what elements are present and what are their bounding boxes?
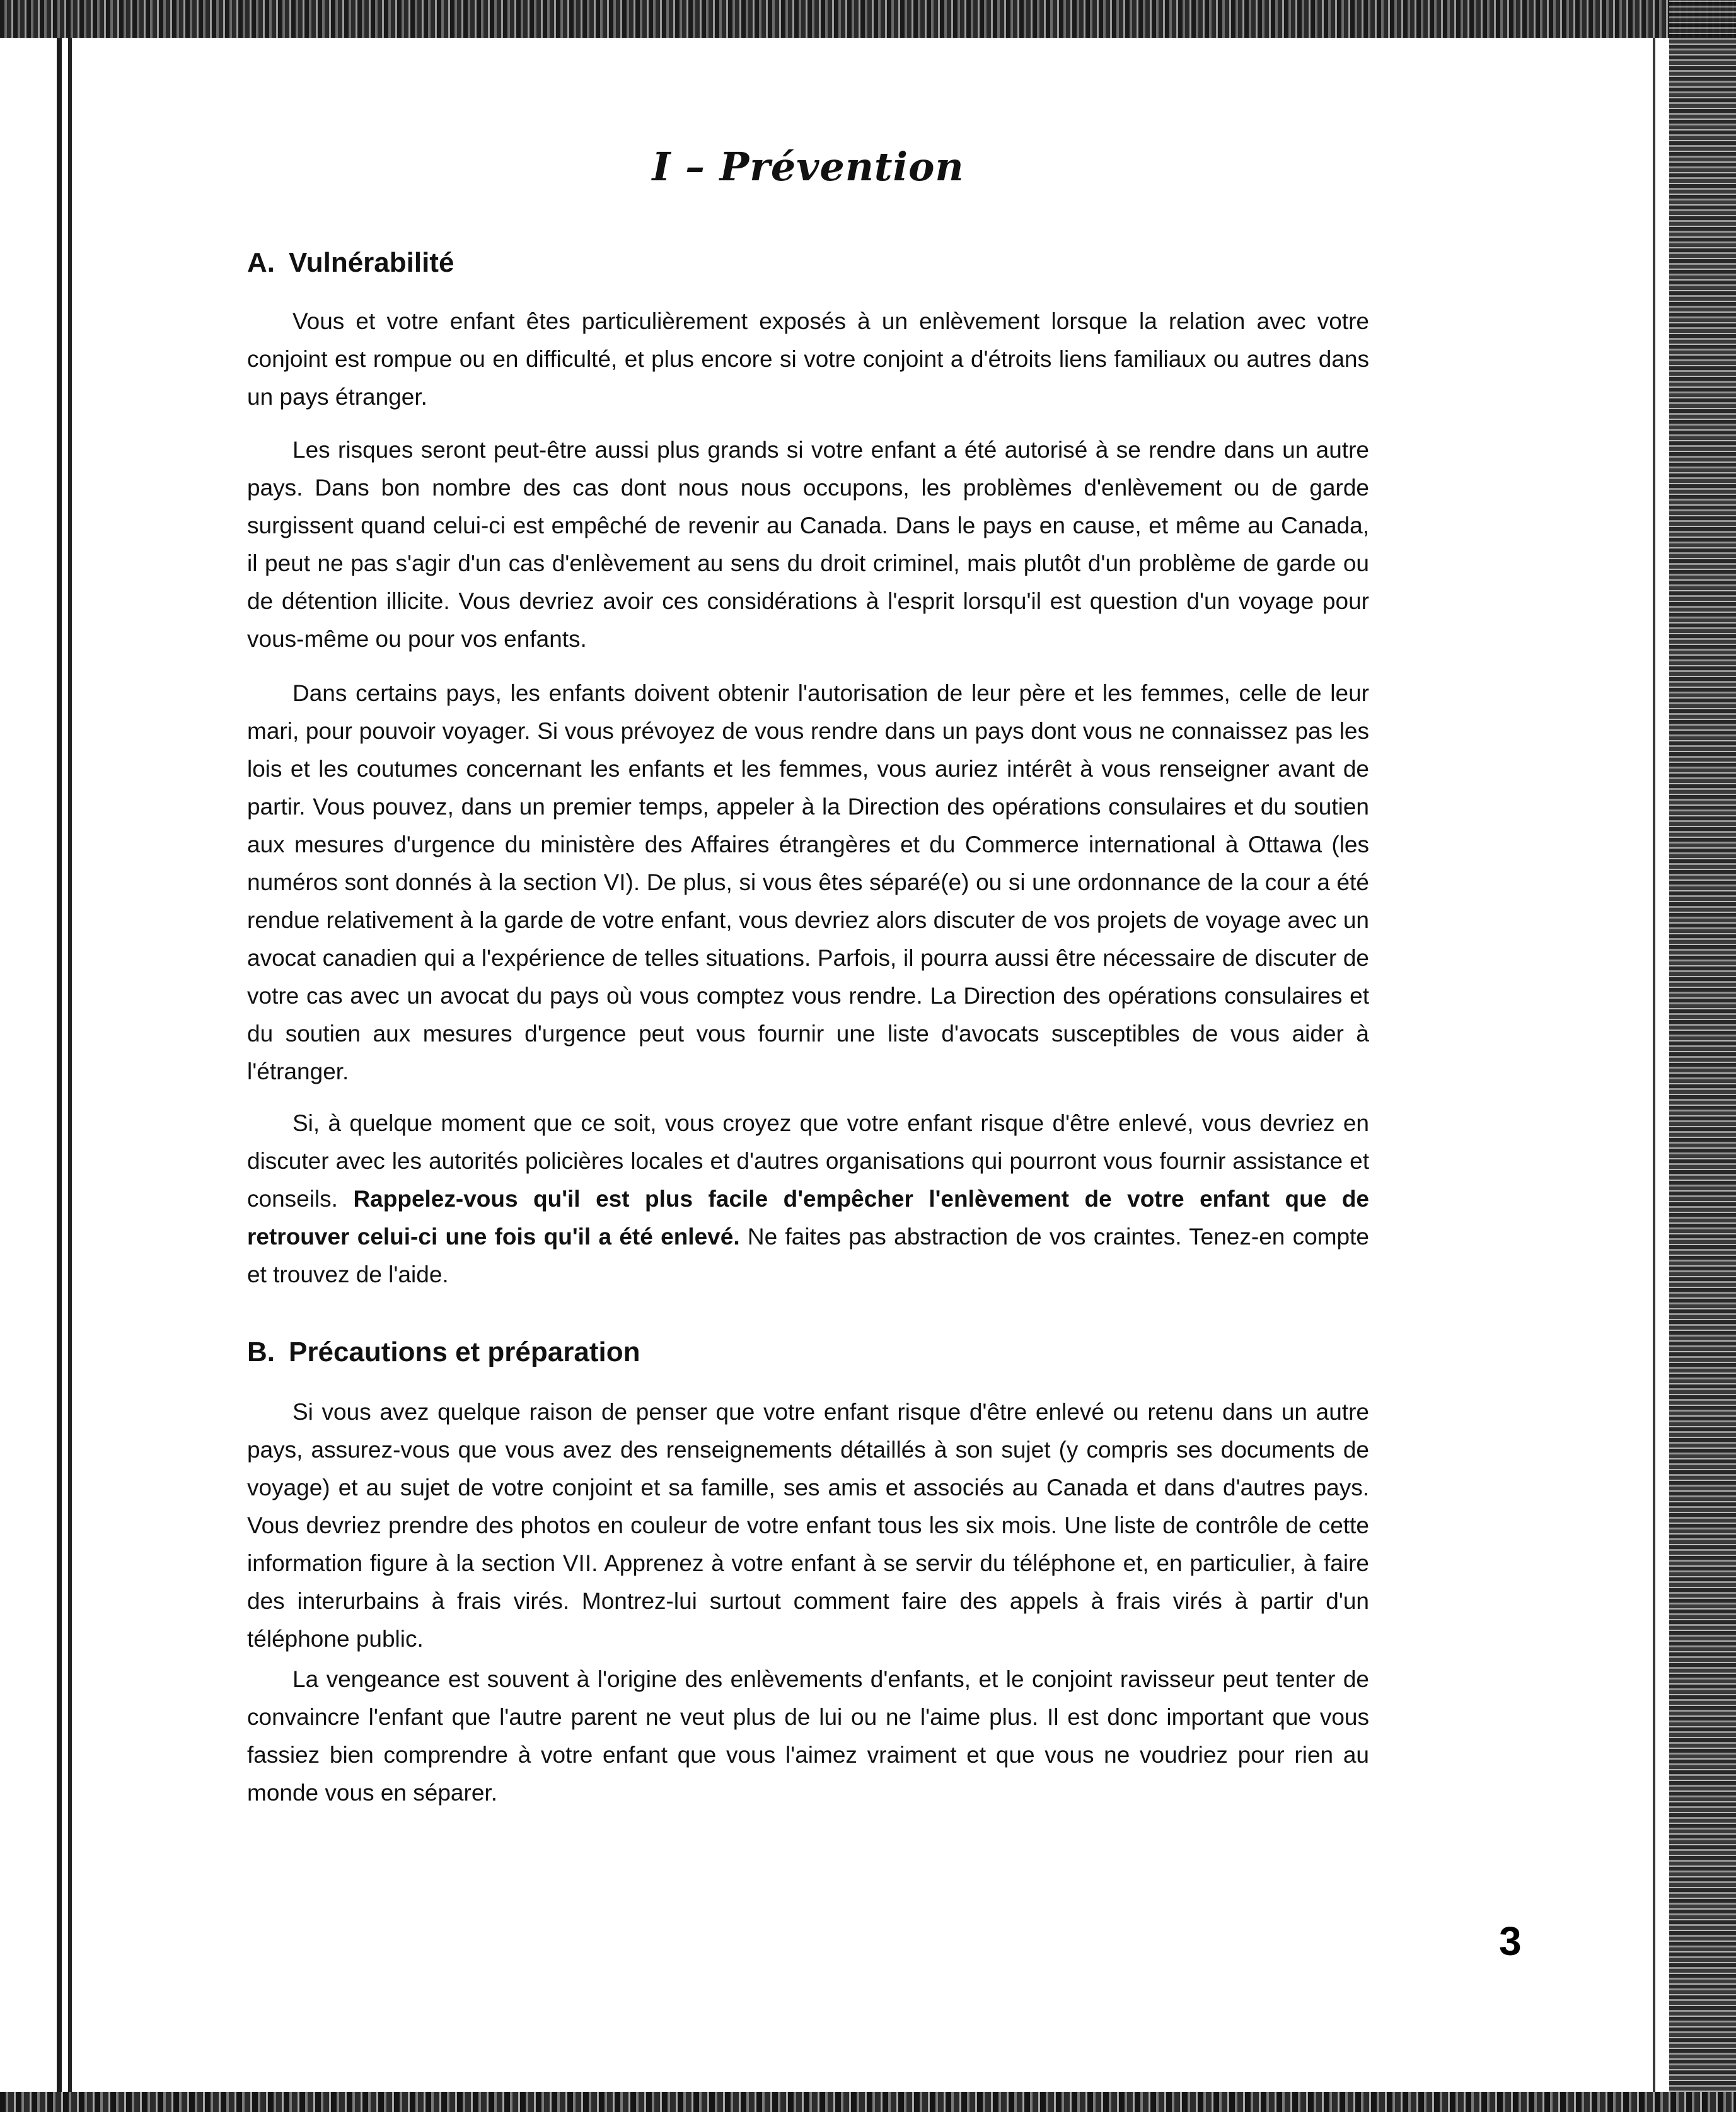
section-b-title: Précautions et préparation: [289, 1337, 640, 1367]
paragraph: Vous et votre enfant êtes particulièrement exposés à un enlèvement lorsque la relation avec votre conjoint est rompue ou en difficulté, et plus encore si votre conjoint a d'étroits liens familiaux ou autres dans un pays étranger.: [247, 308, 1369, 410]
paragraph-warning: [247, 1105, 1369, 1294]
paragraph-text: Ne faites pas abstraction de vos craintes. Tenez-en compte et trouvez de l'aide.: [247, 1224, 1369, 1287]
paragraph-text: Si, à quelque moment que ce soit, vous croyez que votre enfant risque d'être enlevé, vous devriez en discuter avec les autorités policières locales et d'autres organisations qui pourront vous fournir assistance et conseils.: [247, 1110, 1369, 1212]
section-a-heading: [247, 247, 454, 279]
section-b-heading: [247, 1337, 640, 1368]
bold-emphasis: Rappelez-vous qu'il est plus facile d'empêcher l'enlèvement de votre enfant que de retrouver celui-ci une fois qu'il a été enlevé.: [247, 1186, 1369, 1250]
scan-edge-line: [1653, 38, 1655, 2092]
document-page: [247, 0, 1369, 2112]
section-a-letter: A.: [247, 247, 275, 278]
paragraph: Si vous avez quelque raison de penser que votre enfant risque d'être enlevé ou retenu dans un autre pays, assurez-vous que vous avez des renseignements détaillés à son sujet (y compris ses documents de voyage) et au sujet de votre conjoint et sa famille, ses amis et associés au Canada et dans d'autres pays. Vous devriez prendre des photos en couleur de votre enfant tous les six mois. Une liste de contrôle de cette information figure à la section VII. Apprenez à votre enfant à se servir du téléphone et, en particulier, à faire des interurbains à frais virés. Montrez-lui surtout comment faire des appels à frais virés à partir d'un téléphone public.: [247, 1399, 1369, 1652]
paragraph: La vengeance est souvent à l'origine des enlèvements d'enfants, et le conjoint ravisseur peut tenter de convaincre l'enfant que l'autre parent ne veut plus de lui ou ne l'aime plus. Il est donc important que vous fassiez bien comprendre à votre enfant que vous l'aimez vraiment et que vous ne voudriez pour rien au monde vous en séparer.: [247, 1666, 1369, 1806]
section-b-letter: B.: [247, 1337, 275, 1367]
scan-edge-right: [1669, 0, 1736, 2112]
page-title: I – Prévention: [652, 144, 964, 190]
section-a-title: Vulnérabilité: [289, 247, 454, 278]
page-number: 3: [1499, 1918, 1522, 1964]
paragraph: Les risques seront peut-être aussi plus grands si votre enfant a été autorisé à se rendre dans un autre pays. Dans bon nombre des cas dont nous nous occupons, les problèmes d'enlèvement ou de garde surgissent quand celui-ci est empêché de revenir au Canada. Dans le pays en cause, et même au Canada, il peut ne pas s'agir d'un cas d'enlèvement au sens du droit criminel, mais plutôt d'un problème de garde ou de détention illicite. Vous devriez avoir ces considérations à l'esprit lorsqu'il est question d'un voyage pour vous-même ou pour vos enfants.: [247, 437, 1369, 652]
scan-binding-line: [57, 38, 62, 2092]
paragraph: Dans certains pays, les enfants doivent obtenir l'autorisation de leur père et les femmes, celle de leur mari, pour pouvoir voyager. Si vous prévoyez de vous rendre dans un pays dont vous ne connaissez pas les lois et les coutumes concernant les enfants et les femmes, vous auriez intérêt à vous renseigner avant de partir. Vous pouvez, dans un premier temps, appeler à la Direction des opérations consulaires et du soutien aux mesures d'urgence du ministère des Affaires étrangères et du Commerce international à Ottawa (les numéros sont donnés à la section VI). De plus, si vous êtes séparé(e) ou si une ordonnance de la cour a été rendue relativement à la garde de votre enfant, vous devriez alors discuter de vos projets de voyage avec un avocat canadien qui a l'expérience de telles situations. Parfois, il pourra aussi être nécessaire de discuter de votre cas avec un avocat du pays où vous comptez vous rendre. La Direction des opérations consulaires et du soutien aux mesures d'urgence peut vous fournir une liste d'avocats susceptibles de vous aider à l'étranger.: [247, 680, 1369, 1084]
